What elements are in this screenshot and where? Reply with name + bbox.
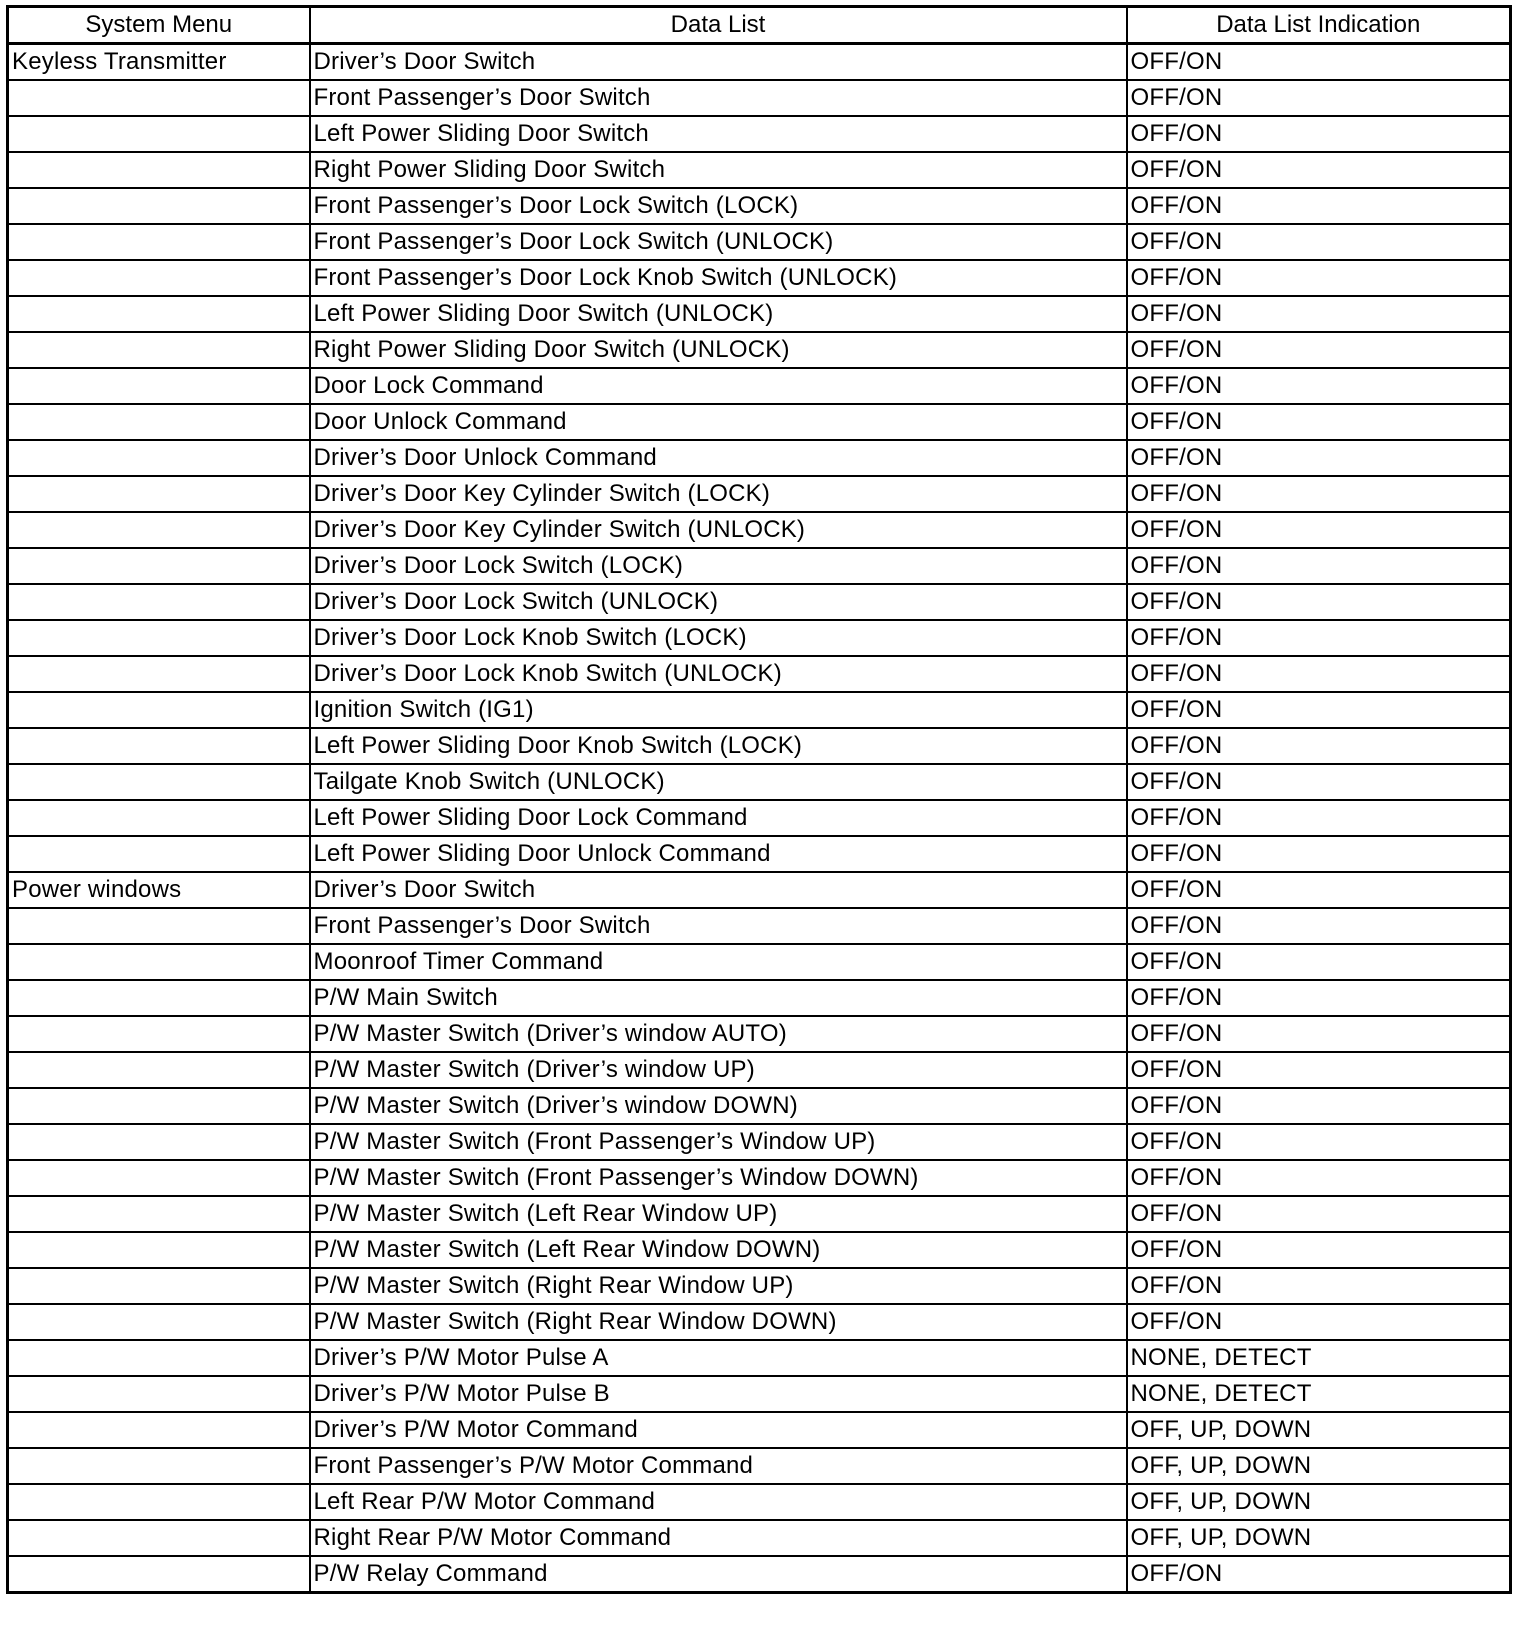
table-row — [8, 980, 1511, 1016]
system-menu-cell — [8, 800, 310, 836]
data-list-cell: Right Power Sliding Door Switch — [310, 152, 1127, 188]
system-menu-cell — [8, 1196, 310, 1232]
table-row — [8, 116, 1511, 152]
table-row — [8, 1556, 1511, 1593]
table-row — [8, 1412, 1511, 1448]
table-row — [8, 764, 1511, 800]
table-row — [8, 440, 1511, 476]
system-menu-cell — [8, 1412, 310, 1448]
table-row — [8, 872, 1511, 908]
system-menu-cell — [8, 980, 310, 1016]
data-list-table — [6, 5, 1512, 1594]
system-menu-cell — [8, 548, 310, 584]
system-menu-cell — [8, 332, 310, 368]
table-row — [8, 404, 1511, 440]
data-list-cell: Tailgate Knob Switch (UNLOCK) — [310, 764, 1127, 800]
system-menu-cell — [8, 188, 310, 224]
data-list-indication-cell: OFF/ON — [1127, 692, 1511, 728]
data-list-cell: Moonroof Timer Command — [310, 944, 1127, 980]
data-list-cell: Driver’s P/W Motor Pulse B — [310, 1376, 1127, 1412]
header-row — [8, 7, 1511, 44]
data-list-cell: Driver’s Door Key Cylinder Switch (UNLOCK) — [310, 512, 1127, 548]
data-list-cell: P/W Relay Command — [310, 1556, 1127, 1593]
data-list-indication-cell: OFF/ON — [1127, 512, 1511, 548]
data-list-cell: P/W Master Switch (Front Passenger’s Window UP) — [310, 1124, 1127, 1160]
system-menu-cell — [8, 584, 310, 620]
data-list-indication-cell: OFF/ON — [1127, 44, 1511, 81]
data-list-cell: P/W Master Switch (Driver’s window UP) — [310, 1052, 1127, 1088]
data-list-indication-cell: OFF/ON — [1127, 116, 1511, 152]
table-row — [8, 1088, 1511, 1124]
data-list-cell: Front Passenger’s Door Switch — [310, 908, 1127, 944]
table-body — [8, 44, 1511, 1593]
data-list-indication-cell: OFF/ON — [1127, 1124, 1511, 1160]
table-row — [8, 1124, 1511, 1160]
table-row — [8, 620, 1511, 656]
data-list-cell: Driver’s Door Unlock Command — [310, 440, 1127, 476]
data-list-cell: Left Power Sliding Door Switch — [310, 116, 1127, 152]
data-list-cell: Ignition Switch (IG1) — [310, 692, 1127, 728]
system-menu-cell — [8, 908, 310, 944]
system-menu-cell — [8, 1484, 310, 1520]
table-row — [8, 584, 1511, 620]
table-row — [8, 260, 1511, 296]
table-row — [8, 188, 1511, 224]
system-menu-cell — [8, 152, 310, 188]
data-list-indication-cell: OFF/ON — [1127, 620, 1511, 656]
system-menu-cell — [8, 656, 310, 692]
system-menu-cell — [8, 1340, 310, 1376]
data-list-cell: Door Unlock Command — [310, 404, 1127, 440]
data-list-indication-cell: OFF/ON — [1127, 1088, 1511, 1124]
data-list-cell: Door Lock Command — [310, 368, 1127, 404]
header-data-list-indication: Data List Indication — [1127, 7, 1511, 44]
system-menu-cell — [8, 476, 310, 512]
data-list-cell: P/W Master Switch (Left Rear Window DOWN) — [310, 1232, 1127, 1268]
table-header — [8, 7, 1511, 44]
system-menu-cell: Keyless Transmitter — [8, 44, 310, 81]
data-list-indication-cell: OFF, UP, DOWN — [1127, 1520, 1511, 1556]
system-menu-cell — [8, 512, 310, 548]
data-list-indication-cell: OFF/ON — [1127, 1268, 1511, 1304]
table-row — [8, 1052, 1511, 1088]
table-row — [8, 1376, 1511, 1412]
data-list-indication-cell: OFF/ON — [1127, 404, 1511, 440]
data-list-indication-cell: OFF/ON — [1127, 188, 1511, 224]
system-menu-cell — [8, 1556, 310, 1593]
data-list-indication-cell: OFF/ON — [1127, 476, 1511, 512]
table-row — [8, 1160, 1511, 1196]
data-list-cell: P/W Master Switch (Driver’s window AUTO) — [310, 1016, 1127, 1052]
data-list-cell: P/W Master Switch (Front Passenger’s Window DOWN) — [310, 1160, 1127, 1196]
data-list-indication-cell: NONE, DETECT — [1127, 1340, 1511, 1376]
table-row — [8, 800, 1511, 836]
data-list-indication-cell: OFF/ON — [1127, 656, 1511, 692]
system-menu-cell — [8, 1520, 310, 1556]
header-data-list: Data List — [310, 7, 1127, 44]
table-row — [8, 1484, 1511, 1520]
data-list-cell: Front Passenger’s Door Lock Switch (UNLOCK) — [310, 224, 1127, 260]
table-row — [8, 1196, 1511, 1232]
system-menu-cell — [8, 116, 310, 152]
data-list-indication-cell: OFF/ON — [1127, 296, 1511, 332]
table-row — [8, 548, 1511, 584]
data-list-indication-cell: OFF/ON — [1127, 764, 1511, 800]
data-list-indication-cell: OFF/ON — [1127, 1160, 1511, 1196]
system-menu-cell — [8, 1088, 310, 1124]
data-list-cell: Left Power Sliding Door Lock Command — [310, 800, 1127, 836]
system-menu-cell — [8, 440, 310, 476]
data-list-indication-cell: OFF/ON — [1127, 1556, 1511, 1593]
data-list-cell: Driver’s P/W Motor Command — [310, 1412, 1127, 1448]
table-row — [8, 1232, 1511, 1268]
data-list-indication-cell: OFF/ON — [1127, 584, 1511, 620]
system-menu-cell — [8, 836, 310, 872]
system-menu-cell: Power windows — [8, 872, 310, 908]
data-list-indication-cell: OFF/ON — [1127, 1304, 1511, 1340]
system-menu-cell — [8, 1052, 310, 1088]
data-list-cell: Front Passenger’s Door Switch — [310, 80, 1127, 116]
table-row — [8, 224, 1511, 260]
table-row — [8, 296, 1511, 332]
data-list-indication-cell: OFF/ON — [1127, 872, 1511, 908]
data-list-cell: Driver’s Door Lock Knob Switch (LOCK) — [310, 620, 1127, 656]
data-list-cell: Right Rear P/W Motor Command — [310, 1520, 1127, 1556]
system-menu-cell — [8, 1232, 310, 1268]
data-list-cell: Left Power Sliding Door Switch (UNLOCK) — [310, 296, 1127, 332]
table-row — [8, 80, 1511, 116]
table-row — [8, 1340, 1511, 1376]
table-row — [8, 1016, 1511, 1052]
data-list-cell: Left Power Sliding Door Unlock Command — [310, 836, 1127, 872]
header-system-menu: System Menu — [8, 7, 310, 44]
data-list-indication-cell: OFF/ON — [1127, 1052, 1511, 1088]
data-list-cell: Left Rear P/W Motor Command — [310, 1484, 1127, 1520]
table-row — [8, 152, 1511, 188]
data-list-indication-cell: OFF/ON — [1127, 260, 1511, 296]
table-row — [8, 692, 1511, 728]
system-menu-cell — [8, 1376, 310, 1412]
table-row — [8, 512, 1511, 548]
system-menu-cell — [8, 296, 310, 332]
data-list-cell: Driver’s Door Lock Switch (UNLOCK) — [310, 584, 1127, 620]
data-list-cell: Driver’s Door Switch — [310, 872, 1127, 908]
system-menu-cell — [8, 620, 310, 656]
table-row — [8, 836, 1511, 872]
data-list-indication-cell: OFF/ON — [1127, 728, 1511, 764]
data-list-indication-cell: OFF/ON — [1127, 908, 1511, 944]
data-list-cell: Driver’s P/W Motor Pulse A — [310, 1340, 1127, 1376]
system-menu-cell — [8, 944, 310, 980]
system-menu-cell — [8, 80, 310, 116]
data-list-cell: Driver’s Door Lock Switch (LOCK) — [310, 548, 1127, 584]
data-list-indication-cell: OFF/ON — [1127, 80, 1511, 116]
system-menu-cell — [8, 368, 310, 404]
system-menu-cell — [8, 1016, 310, 1052]
table-row — [8, 1304, 1511, 1340]
system-menu-cell — [8, 1304, 310, 1340]
data-list-indication-cell: OFF/ON — [1127, 152, 1511, 188]
data-list-indication-cell: OFF, UP, DOWN — [1127, 1448, 1511, 1484]
table-row — [8, 656, 1511, 692]
system-menu-cell — [8, 224, 310, 260]
table-row — [8, 44, 1511, 81]
table-row — [8, 476, 1511, 512]
data-list-indication-cell: OFF/ON — [1127, 1196, 1511, 1232]
system-menu-cell — [8, 692, 310, 728]
data-list-indication-cell: OFF/ON — [1127, 224, 1511, 260]
data-list-indication-cell: OFF/ON — [1127, 944, 1511, 980]
system-menu-cell — [8, 1448, 310, 1484]
data-list-cell: Left Power Sliding Door Knob Switch (LOCK) — [310, 728, 1127, 764]
data-list-cell: P/W Master Switch (Driver’s window DOWN) — [310, 1088, 1127, 1124]
system-menu-cell — [8, 1268, 310, 1304]
data-list-cell: P/W Master Switch (Right Rear Window DOWN) — [310, 1304, 1127, 1340]
table-row — [8, 332, 1511, 368]
data-list-cell: P/W Master Switch (Right Rear Window UP) — [310, 1268, 1127, 1304]
table-row — [8, 1268, 1511, 1304]
data-list-indication-cell: OFF/ON — [1127, 440, 1511, 476]
data-list-cell: Driver’s Door Lock Knob Switch (UNLOCK) — [310, 656, 1127, 692]
system-menu-cell — [8, 764, 310, 800]
data-list-indication-cell: OFF/ON — [1127, 836, 1511, 872]
data-list-cell: P/W Master Switch (Left Rear Window UP) — [310, 1196, 1127, 1232]
table-row — [8, 368, 1511, 404]
table-row — [8, 944, 1511, 980]
data-list-indication-cell: OFF/ON — [1127, 368, 1511, 404]
data-list-cell: Front Passenger’s Door Lock Switch (LOCK) — [310, 188, 1127, 224]
data-list-cell: Driver’s Door Key Cylinder Switch (LOCK) — [310, 476, 1127, 512]
table-row — [8, 1520, 1511, 1556]
system-menu-cell — [8, 728, 310, 764]
data-list-indication-cell: OFF/ON — [1127, 980, 1511, 1016]
data-list-indication-cell: OFF/ON — [1127, 800, 1511, 836]
data-list-cell: Front Passenger’s Door Lock Knob Switch (UNLOCK) — [310, 260, 1127, 296]
system-menu-cell — [8, 1124, 310, 1160]
system-menu-cell — [8, 1160, 310, 1196]
table-row — [8, 908, 1511, 944]
table-row — [8, 1448, 1511, 1484]
data-list-indication-cell: OFF/ON — [1127, 1016, 1511, 1052]
table-row — [8, 728, 1511, 764]
data-list-indication-cell: OFF/ON — [1127, 332, 1511, 368]
data-list-indication-cell: OFF/ON — [1127, 548, 1511, 584]
data-list-cell: P/W Main Switch — [310, 980, 1127, 1016]
system-menu-cell — [8, 404, 310, 440]
system-menu-cell — [8, 260, 310, 296]
data-list-indication-cell: OFF, UP, DOWN — [1127, 1412, 1511, 1448]
data-list-cell: Driver’s Door Switch — [310, 44, 1127, 81]
data-list-indication-cell: OFF/ON — [1127, 1232, 1511, 1268]
data-list-cell: Front Passenger’s P/W Motor Command — [310, 1448, 1127, 1484]
data-list-indication-cell: OFF, UP, DOWN — [1127, 1484, 1511, 1520]
data-list-indication-cell: NONE, DETECT — [1127, 1376, 1511, 1412]
data-list-cell: Right Power Sliding Door Switch (UNLOCK) — [310, 332, 1127, 368]
